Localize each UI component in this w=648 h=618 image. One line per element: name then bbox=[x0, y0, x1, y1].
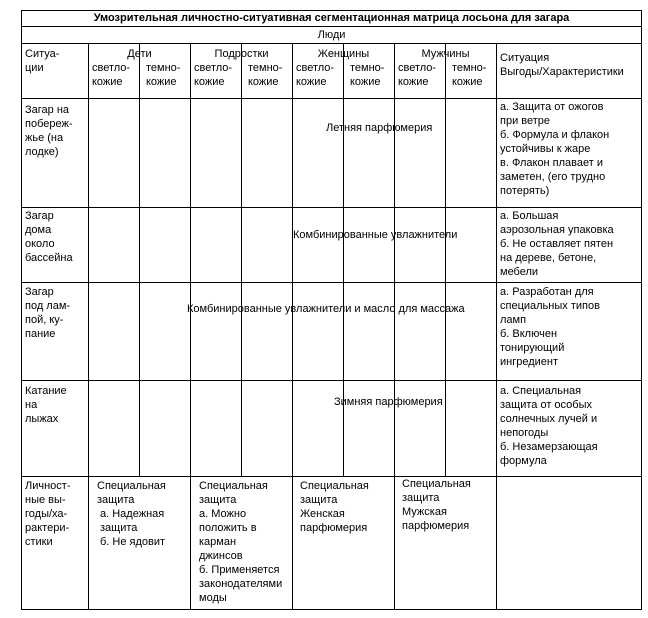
border-bottom bbox=[21, 609, 642, 610]
benefit-line: защита от особых bbox=[500, 399, 592, 411]
row-product: Зимняя парфюмерия bbox=[334, 396, 443, 408]
subheader-line: кожие bbox=[398, 76, 429, 88]
subheader-line: темно- bbox=[452, 62, 487, 74]
benefit-line: непогоды bbox=[500, 427, 549, 439]
benefit-line: ингредиент bbox=[500, 356, 559, 368]
col-rule-women-sub bbox=[343, 43, 344, 476]
situations-header-line: Ситуа- bbox=[25, 48, 60, 60]
personal-line: Мужская bbox=[402, 506, 447, 518]
subheader-line: кожие bbox=[92, 76, 123, 88]
personal-line: защита bbox=[300, 494, 338, 506]
row-situation-line: дома bbox=[25, 224, 52, 236]
subheader-light bbox=[194, 61, 232, 89]
personal-line: защита bbox=[97, 494, 135, 506]
benefit-line: специальных типов bbox=[500, 300, 600, 312]
rule-header bbox=[21, 98, 642, 99]
row-benefits bbox=[500, 209, 614, 279]
personal-line: законодателями bbox=[199, 578, 283, 590]
subheader-line: кожие bbox=[146, 76, 177, 88]
personal-label-line: годы/ха- bbox=[25, 508, 68, 520]
personal-benefits-men bbox=[402, 477, 471, 533]
row-situation bbox=[25, 384, 67, 426]
subheader-line: светло- bbox=[194, 62, 233, 74]
benefit-line: устойчивы к жаре bbox=[500, 143, 591, 155]
benefit-line: мебели bbox=[500, 266, 539, 278]
group-men: Мужчины bbox=[421, 48, 470, 60]
benefit-line: аэрозольная упаковка bbox=[500, 224, 614, 236]
situations-header-line: ции bbox=[25, 62, 44, 74]
row-situation-line: около bbox=[25, 238, 55, 250]
benefit-line: а. Разработан для bbox=[500, 286, 594, 298]
benefit-line: б. Включен bbox=[500, 328, 558, 340]
personal-line: джинсов bbox=[199, 550, 243, 562]
benefit-line: б. Незамерзающая bbox=[500, 441, 598, 453]
row-product: Летняя парфюмерия bbox=[326, 122, 433, 134]
subheader-light bbox=[398, 61, 436, 89]
col-rule-men-sub bbox=[445, 43, 446, 476]
row-product: Комбинированные увлажнители и масло для массажа bbox=[187, 303, 465, 315]
segmentation-matrix bbox=[21, 10, 642, 610]
benefits-header-line: Выгоды/Характеристики bbox=[500, 66, 624, 78]
subheader-line: кожие bbox=[194, 76, 225, 88]
subheader-line: темно- bbox=[146, 62, 181, 74]
subheader-line: светло- bbox=[296, 62, 335, 74]
col-rule-children bbox=[190, 43, 191, 610]
row-benefits bbox=[500, 100, 609, 198]
col-rule-teens-sub bbox=[241, 43, 242, 476]
benefit-line: потерять) bbox=[500, 185, 550, 197]
personal-line: б. Не ядовит bbox=[100, 536, 166, 548]
benefit-line: б. Не оставляет пятен bbox=[500, 238, 614, 250]
benefit-line: формула bbox=[500, 455, 547, 467]
rule-row-3 bbox=[21, 380, 642, 381]
subheader-line: светло- bbox=[398, 62, 437, 74]
row-situation-line: побереж- bbox=[25, 118, 73, 130]
benefit-line: а. Большая bbox=[500, 210, 559, 222]
subheader-line: кожие bbox=[452, 76, 483, 88]
personal-label-line: ные вы- bbox=[25, 494, 66, 506]
subheader-line: кожие bbox=[248, 76, 279, 88]
matrix-title: Умозрительная личностно-ситуативная сегментационная матрица лосьона для загара bbox=[93, 12, 570, 24]
row-situation-line: пание bbox=[25, 328, 56, 340]
personal-label-line: стики bbox=[25, 536, 53, 548]
border-right bbox=[641, 10, 642, 610]
personal-line: моды bbox=[199, 592, 227, 604]
personal-line: Специальная bbox=[97, 480, 166, 492]
rule-row-2 bbox=[21, 282, 642, 283]
row-situation-line: на bbox=[25, 399, 38, 411]
row-situation-line: под лам- bbox=[25, 300, 71, 312]
benefit-line: при ветре bbox=[500, 115, 551, 127]
subheader-light bbox=[92, 61, 130, 89]
benefits-header-line: Ситуация bbox=[500, 52, 550, 64]
personal-line: Специальная bbox=[300, 480, 369, 492]
row-situation-line: Катание bbox=[25, 385, 67, 397]
subheader-line: темно- bbox=[350, 62, 385, 74]
personal-line: Специальная bbox=[402, 478, 471, 490]
benefit-line: заметен, (его трудно bbox=[500, 171, 606, 183]
benefit-line: ламп bbox=[500, 314, 527, 326]
row-product: Комбинированные увлажнители bbox=[293, 229, 458, 241]
people-header: Люди bbox=[317, 29, 346, 41]
row-situation-line: лодке) bbox=[25, 146, 59, 158]
col-rule-children-sub bbox=[139, 43, 140, 476]
border-left bbox=[21, 10, 22, 610]
rule-title bbox=[21, 26, 642, 27]
subheader-line: кожие bbox=[296, 76, 327, 88]
personal-line: б. Применяется bbox=[199, 564, 280, 576]
row-situation bbox=[25, 209, 73, 265]
personal-line: Специальная bbox=[199, 480, 268, 492]
group-children: Дети bbox=[127, 48, 152, 60]
row-situation-line: Загар bbox=[25, 286, 54, 298]
rule-row-4 bbox=[21, 476, 642, 477]
personal-line: парфюмерия bbox=[402, 520, 470, 532]
personal-line: Женская bbox=[300, 508, 345, 520]
row-situation-line: пой, ку- bbox=[25, 314, 64, 326]
col-rule-teens bbox=[292, 43, 293, 610]
benefits-header bbox=[500, 51, 624, 79]
row-situation-line: Загар bbox=[25, 210, 54, 222]
benefit-line: солнечных лучей и bbox=[500, 413, 598, 425]
subheader-light bbox=[296, 61, 334, 89]
personal-benefits-teens bbox=[199, 479, 282, 605]
personal-benefits-children bbox=[97, 479, 166, 549]
rule-row-1 bbox=[21, 207, 642, 208]
benefit-line: в. Флакон плавает и bbox=[500, 157, 603, 169]
subheader-line: кожие bbox=[350, 76, 381, 88]
personal-benefits-label bbox=[25, 479, 71, 549]
situations-header bbox=[25, 47, 59, 75]
subheader-line: темно- bbox=[248, 62, 283, 74]
row-benefits bbox=[500, 384, 598, 468]
benefit-line: тонирующий bbox=[500, 342, 565, 354]
personal-line: карман bbox=[199, 536, 237, 548]
benefit-line: на дереве, бетоне, bbox=[500, 252, 597, 264]
personal-label-line: Личност- bbox=[25, 480, 71, 492]
subheader-dark bbox=[248, 61, 282, 89]
personal-line: положить в bbox=[199, 522, 257, 534]
col-rule-benefits bbox=[496, 43, 497, 610]
row-situation-line: Загар на bbox=[25, 104, 70, 116]
subheader-line: светло- bbox=[92, 62, 131, 74]
personal-label-line: рактери- bbox=[25, 522, 70, 534]
benefit-line: б. Формула и флакон bbox=[500, 129, 610, 141]
personal-line: защита bbox=[402, 492, 440, 504]
row-situation bbox=[25, 285, 70, 341]
row-situation-line: жье (на bbox=[25, 132, 64, 144]
benefit-line: а. Специальная bbox=[500, 385, 582, 397]
rule-people bbox=[21, 43, 642, 44]
row-situation bbox=[25, 103, 73, 159]
personal-line: защита bbox=[100, 522, 138, 534]
row-benefits bbox=[500, 285, 600, 369]
group-teens: Подростки bbox=[214, 48, 269, 60]
personal-line: а. Можно bbox=[199, 508, 247, 520]
row-situation-line: бассейна bbox=[25, 252, 73, 264]
personal-line: парфюмерия bbox=[300, 522, 368, 534]
subheader-dark bbox=[350, 61, 384, 89]
col-rule-situation bbox=[88, 43, 89, 610]
group-women: Женщины bbox=[317, 48, 370, 60]
benefit-line: а. Защита от ожогов bbox=[500, 101, 604, 113]
personal-line: защита bbox=[199, 494, 237, 506]
personal-line: а. Надежная bbox=[100, 508, 165, 520]
subheader-dark bbox=[452, 61, 486, 89]
personal-benefits-women bbox=[300, 479, 369, 535]
row-situation-line: лыжах bbox=[25, 413, 59, 425]
subheader-dark bbox=[146, 61, 180, 89]
